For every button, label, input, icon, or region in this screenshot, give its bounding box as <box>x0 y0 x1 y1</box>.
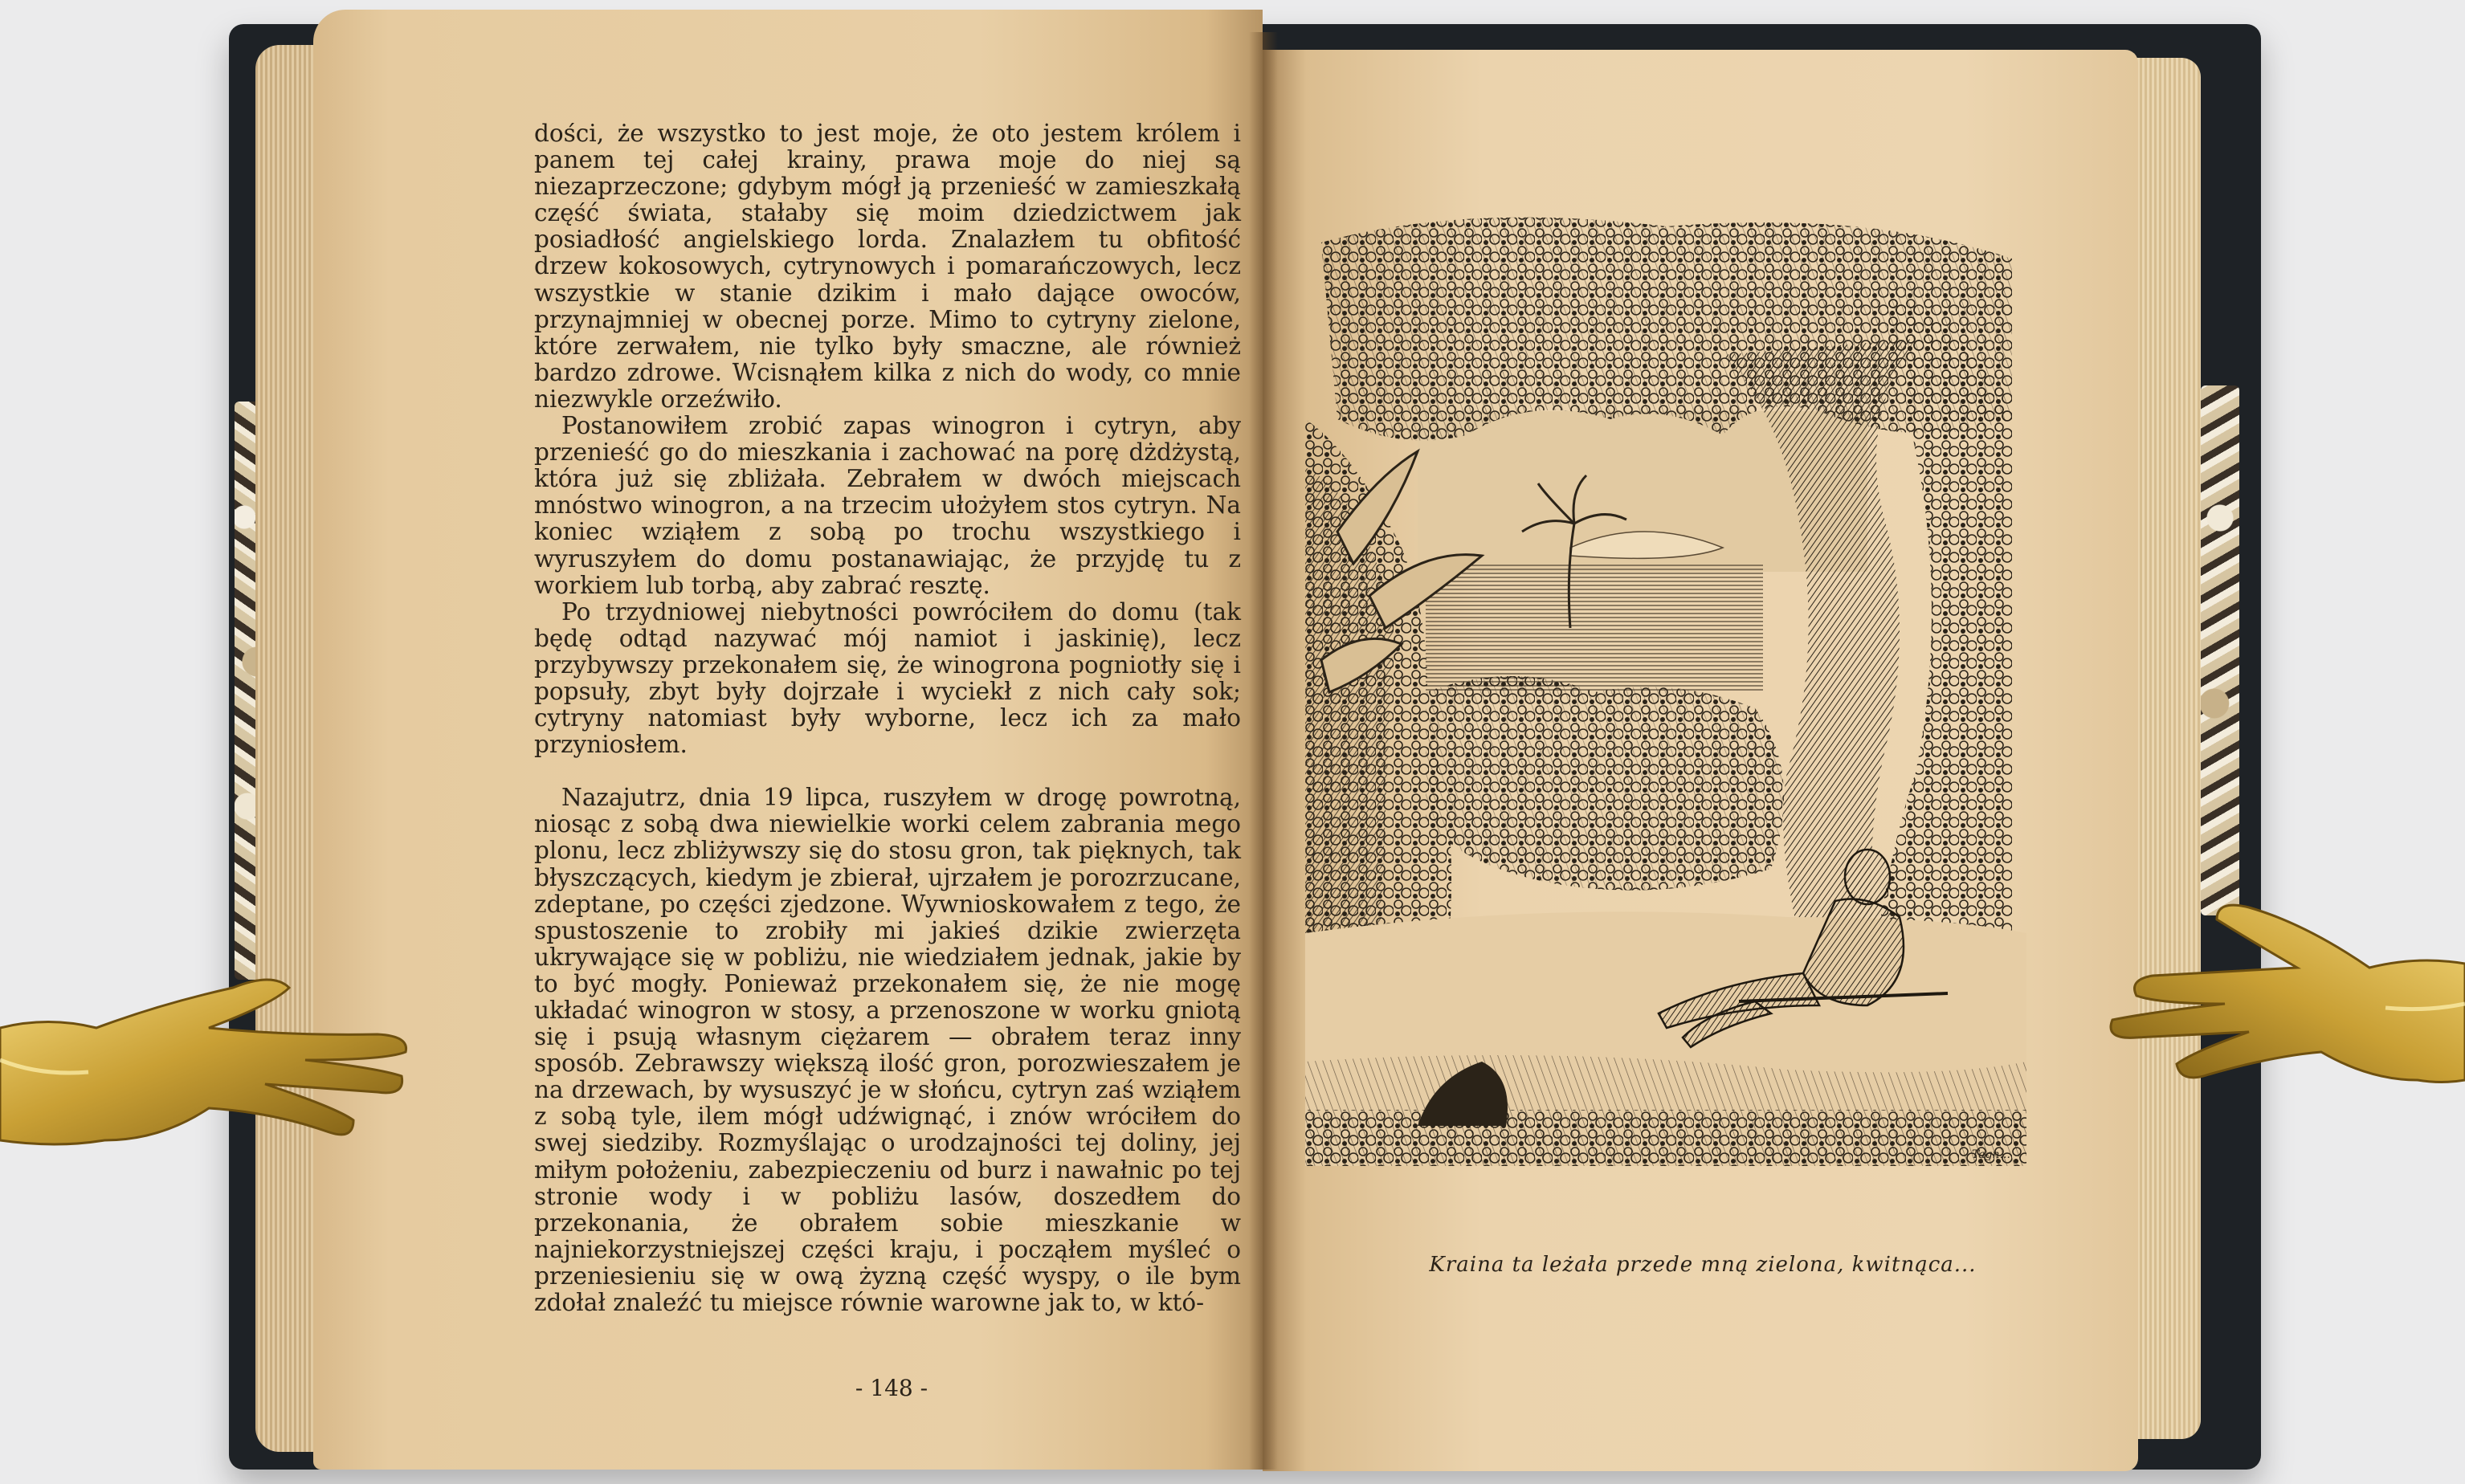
page-number: - 148 - <box>855 1375 928 1401</box>
brass-hand-right <box>2064 891 2465 1156</box>
paragraph-3: Po trzydniowej niebytności powróciłem do domu (tak będę odtąd nazywać mój namiot i jaskinię), lecz przybywszy przekonałem się, że winogrona pogniotły się i popsuły, zbyt były dojrzałe i wyciekł z nich cały sok; cytryny natomiast były wyborne, lecz ich za mało przyniosłem. <box>534 597 1241 759</box>
engraver-signature: Tagn... <box>1972 1148 2010 1161</box>
marbled-endpaper-right <box>2201 385 2239 915</box>
paragraph-1: dości, że wszystko to jest moje, że oto jestem królem i panem tej całej krainy, prawa moje do niej są niezaprzeczone; gdybym mógł ją przenieść w zamieszkałą część świata, stałaby się moim dziedzictwem jak posiadłość angielskiego lorda. Znalazłem tu obfitość drzew kokosowych, cytrynowych i pomarańczowych, lecz wszystkie w stanie dzikim i mało dające owoców, przynajmniej w obecnej porze. Mimo to cytryny zielone, które zerwałem, nie tylko były smaczne, ale również bardzo zdrowe. Wcisnąłem kilka z nich do wody, co mnie niezwykle orzeźwiło. <box>534 120 1241 413</box>
brass-hand-left <box>0 940 418 1229</box>
section-gap <box>534 758 1241 785</box>
paragraph-4: Nazajutrz, dnia 19 lipca, ruszyłem w drogę powrotną, niosąc z sobą dwa niewielkie worki celem zabrania mego plonu, lecz zbliżywszy się do stosu gron, tak pięknych, tak błyszczących, kiedym je zbierał, ujrzałem je porozrzucane, zdeptane, po części zjedzone. Wywnioskowałem z tego, że spustoszenie to zrobiły mi jakieś dzikie zwierzęta ukrywające się w pobliżu, nie wiedziałem jednak, jakie by to być mogły. Ponieważ przekonałem się, że nie mogę układać winogron w stosy, a przenoszone w worku gniotą się i psują własnym ciężarem — obrałem teraz inny sposób. Zebrawszy większą ilość gron, porozwieszałem je na drzewach, by wysuszyć je w słońcu, cytryn zaś wziąłem z sobą tyle, ilem mógł udźwignąć, i znów wróciłem do swej siedziby. Rozmyślając o urodzajności tej doliny, jej miłym położeniu, zabezpieczeniu od burz i nawałnic po tej stronie wody i w pobliżu lasów, doszedłem do przekonania, że obrałem sobie mieszkanie w najniekorzystniejszej części kraju, i począłem myśleć o przeniesieniu się w ową żyzną część wyspy, o ile bym zdołał znaleźć tu miejsce równie warowne jak to, w któ- <box>534 784 1241 1317</box>
left-page-text <box>534 120 1241 1316</box>
engraving-illustration <box>1305 210 2026 1166</box>
page-stack-left <box>255 45 320 1452</box>
book-gutter <box>1249 32 1278 1470</box>
illustration-caption: Kraina ta leżała przede mną zielona, kwitnąca... <box>1429 1253 1977 1277</box>
sea <box>1426 564 1763 692</box>
paragraph-2: Postanowiłem zrobić zapas winogron i cytryn, aby przenieść go do mieszkania i zachować na porę dżdżystą, która już się zbliżała. Zebrałem w dwóch miejscach mnóstwo winogron, a na trzecim ułożyłem stos cytryn. Na koniec wziąłem z sobą po trochu wszystkiego i wyruszyłem do domu postanawiając, że przyjdę tu z workiem lub torbą, aby zabrać resztę. <box>534 412 1241 599</box>
